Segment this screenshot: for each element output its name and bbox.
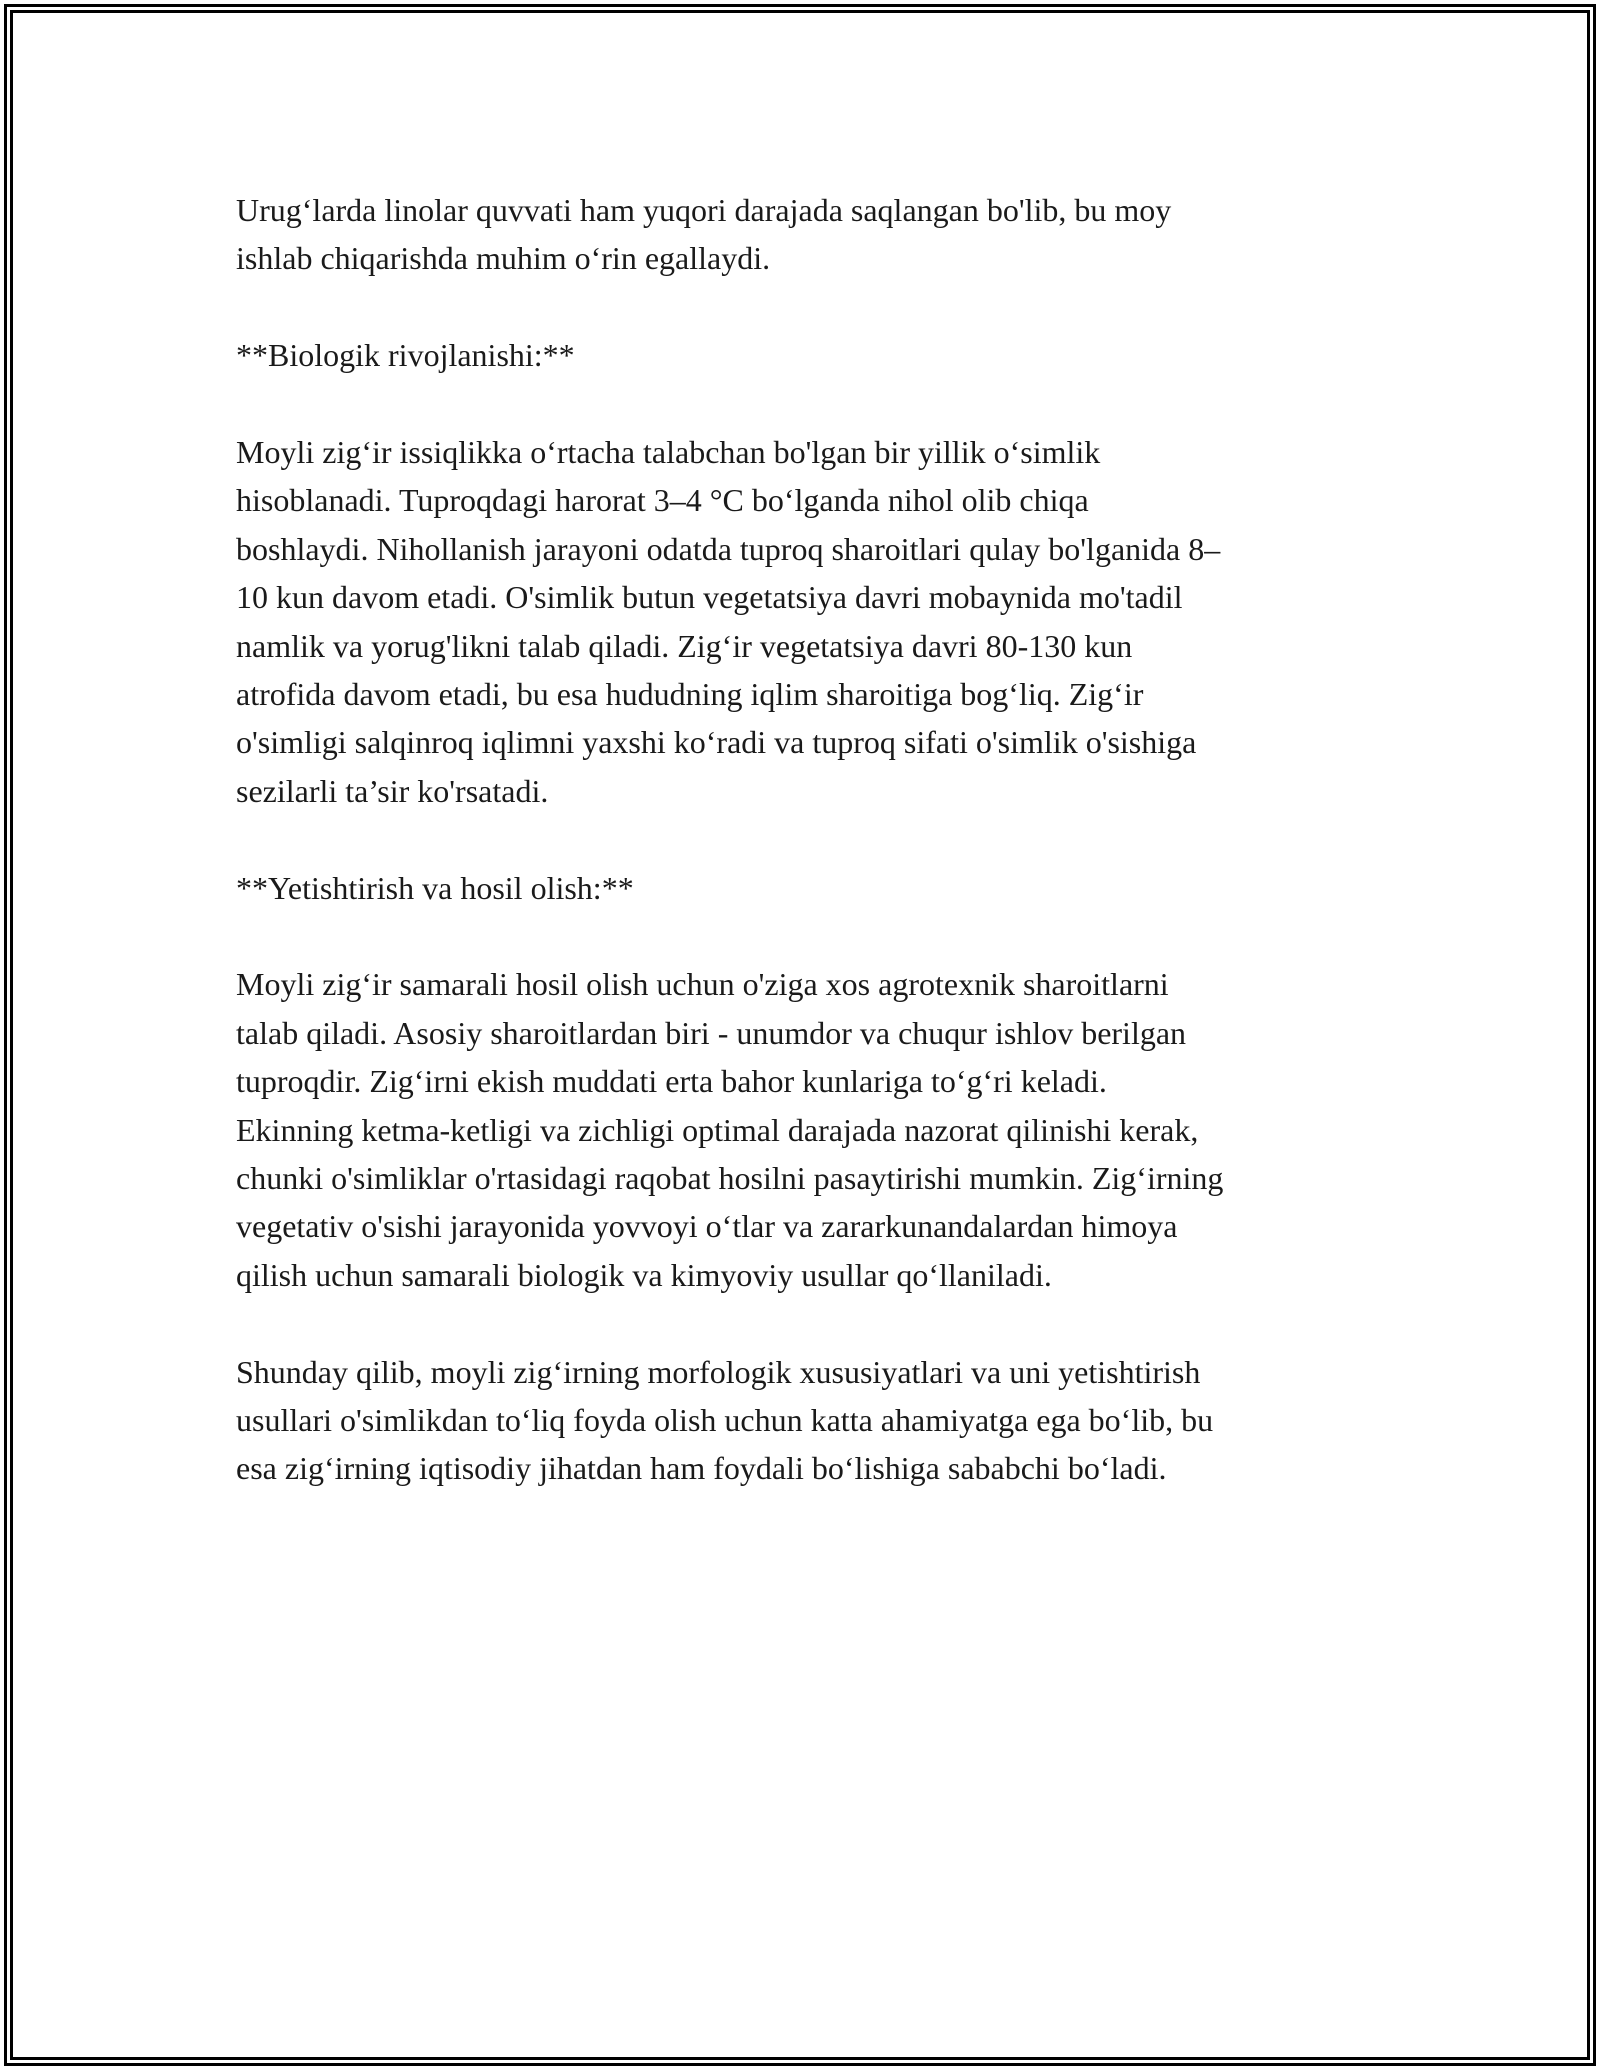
paragraph-conclusion: Shunday qilib, moyli zig‘irning morfologik xususiyatlari va uni yetishtirish usullari o'simlikdan to‘liq foyda olish uchun katta ahamiyatga ega bo‘lib, bu esa zig‘irning iqtisodiy jihatdan ham foydali bo‘lishiga sababchi bo‘ladi. <box>236 1353 1214 1487</box>
paragraph-biological-development: Moyli zig‘ir issiqlikka o‘rtacha talabchan bo'lgan bir yillik o‘simlik hisoblanadi. Tuproqdagi harorat 3–4 °C bo‘lganda nihol olib chiqa boshlaydi. Nihollanish jarayoni odatda tuproq sharoitlari qulay bo'lganida 8– 10 kun davom etadi. O'simlik butun vegetatsiya davri mobaynida mo'tadil namlik va yorug'likni talab qiladi. Zig‘ir vegetatsiya davri 80-130 kun atrofida davom etadi, bu esa hududning iqlim sharoitiga bog‘liq. Zig‘ir o'simligi salqinroq iqlimni yaxshi ko‘radi va tuproq sifati o'simlik o'sishiga sezilarli ta’sir ko'rsatadi. <box>236 434 1221 809</box>
paragraph-seed-oil-intro: Urug‘larda linolar quvvati ham yuqori darajada saqlangan bo'lib, bu moy ishlab chiqarishda muhim o‘rin egallaydi. <box>236 192 1172 277</box>
paragraph-cultivation-harvest: Moyli zig‘ir samarali hosil olish uchun o'ziga xos agrotexnik sharoitlarni talab qiladi. Asosiy sharoitlardan biri - unumdor va chuqur ishlov berilgan tuproqdir. Zig‘irni ekish muddati erta bahor kunlariga to‘g‘ri keladi. Ekinning ketma-ketligi va zichligi optimal darajada nazorat qilinishi kerak, chunki o'simliklar o'rtasidagi raqobat hosilni pasaytirishi mumkin. Zig‘irning vegetativ o'sishi jarayonida yovvoyi o‘tlar va zararkunandalardan himoya qilish uchun samarali biologik va kimyoviy usullar qo‘llaniladi. <box>236 966 1224 1293</box>
heading-cultivation-harvest: **Yetishtirish va hosil olish:** <box>236 869 634 906</box>
document-body <box>236 186 1386 1541</box>
heading-biological-development: **Biologik rivojlanishi:** <box>236 337 575 374</box>
